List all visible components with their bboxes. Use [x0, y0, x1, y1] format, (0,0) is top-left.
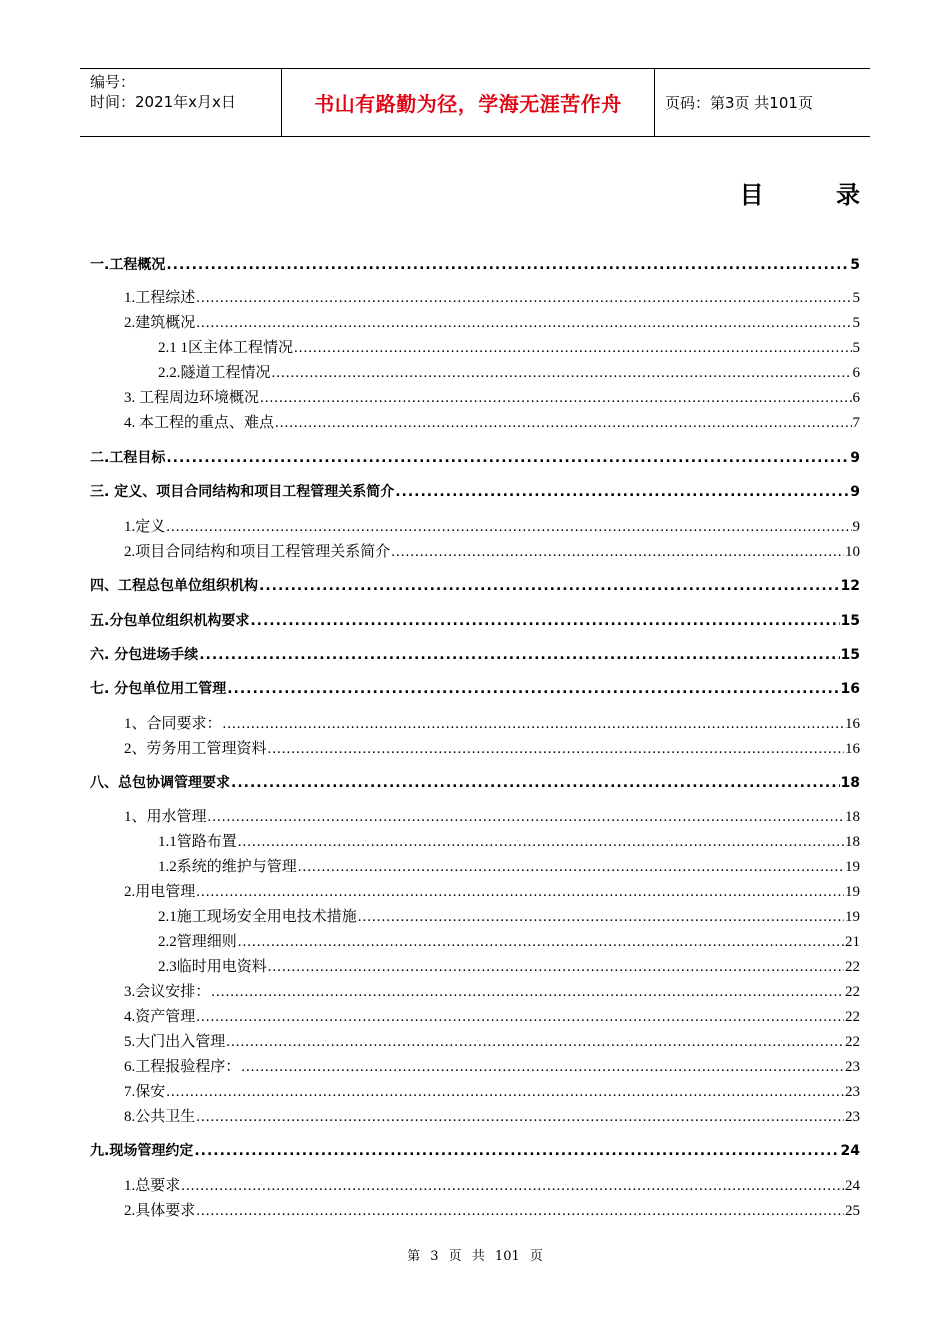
toc-entry-label: 3. 工程周边环境概况 [124, 390, 260, 406]
toc-leader-dots [391, 541, 844, 563]
toc-entry-page: 16 [845, 741, 860, 757]
toc-leader-dots [268, 956, 844, 978]
toc-leader-dots [238, 831, 844, 853]
toc-entry-label: 1.定义 [124, 519, 166, 535]
toc-leader-dots [298, 856, 844, 878]
toc-entry-label: 2.具体要求 [124, 1203, 196, 1219]
toc-leader-dots [275, 412, 851, 434]
toc-entry-label: 4. 本工程的重点、难点 [124, 415, 275, 431]
toc-leader-dots [272, 362, 852, 384]
toc-entry-page: 15 [840, 613, 860, 629]
toc-leader-dots [208, 806, 844, 828]
toc-entry-label: 8.公共卫生 [124, 1109, 196, 1125]
toc-entry-label: 四、工程总包单位组织机构 [90, 578, 258, 594]
toc-entry-label: 七. 分包单位用工管理 [90, 681, 227, 697]
header-page-info: 页码：第3页 共101页 [665, 94, 813, 112]
toc-entry-page: 5 [852, 315, 860, 331]
toc-leader-dots [259, 575, 840, 597]
toc-entry-label: 6.工程报验程序： [124, 1059, 241, 1075]
toc-entry-label: 1、用水管理 [124, 809, 207, 825]
toc-leader-dots [196, 881, 844, 903]
toc-entry[interactable] [158, 931, 860, 953]
toc-leader-dots [238, 931, 844, 953]
toc-entry-label: 九.现场管理约定 [90, 1143, 194, 1159]
toc-entry-page: 22 [845, 984, 860, 1000]
toc-entry[interactable] [124, 1031, 860, 1053]
toc-entry-label: 三. 定义、项目合同结构和项目工程管理关系简介 [90, 484, 395, 500]
toc-entry-page: 5 [850, 257, 860, 273]
toc-entry-label: 7.保安 [124, 1084, 166, 1100]
toc-entry[interactable] [90, 254, 860, 276]
toc-entry-label: 2.用电管理 [124, 884, 196, 900]
toc-leader-dots [211, 981, 844, 1003]
toc-entry-label: 2.项目合同结构和项目工程管理关系简介 [124, 544, 391, 560]
toc-entry[interactable] [158, 906, 860, 928]
toc-entry-page: 10 [845, 544, 860, 560]
toc-entry-page: 18 [845, 809, 860, 825]
toc-entry[interactable] [158, 362, 860, 384]
toc-entry[interactable] [90, 772, 860, 794]
toc-entry-label: 3.会议安排： [124, 984, 211, 1000]
toc-entry-page: 25 [845, 1203, 860, 1219]
toc-entry[interactable] [124, 387, 860, 409]
toc-entry[interactable] [124, 1056, 860, 1078]
toc-entry[interactable] [158, 956, 860, 978]
toc-entry-page: 24 [845, 1178, 860, 1194]
toc-entry-page: 9 [850, 450, 860, 466]
toc-leader-dots [199, 644, 839, 666]
toc-entry[interactable] [124, 1106, 860, 1128]
toc-entry[interactable] [158, 856, 860, 878]
toc-entry-label: 一.工程概况 [90, 257, 166, 273]
toc-entry[interactable] [90, 644, 860, 666]
toc-entry[interactable] [124, 738, 860, 760]
toc-entry-label: 2.2管理细则 [158, 934, 237, 950]
toc-leader-dots [196, 287, 851, 309]
toc-entry[interactable] [124, 806, 860, 828]
toc-leader-dots [268, 738, 844, 760]
toc-entry[interactable] [124, 1081, 860, 1103]
toc-entry-page: 22 [845, 1009, 860, 1025]
toc-entry[interactable] [90, 1140, 860, 1162]
toc-entry-page: 23 [845, 1084, 860, 1100]
toc-leader-dots [358, 906, 844, 928]
toc-entry-label: 2.2.隧道工程情况 [158, 365, 271, 381]
toc-entry-page: 16 [840, 681, 860, 697]
page-footer: 第 3 页 共 101 页 [407, 1249, 543, 1264]
toc-entry[interactable] [90, 610, 860, 632]
toc-entry[interactable] [124, 881, 860, 903]
toc-leader-dots [166, 447, 849, 469]
toc-entry-label: 五.分包单位组织机构要求 [90, 613, 250, 629]
toc-entry-label: 1.2系统的维护与管理 [158, 859, 297, 875]
toc-entry-label: 1.总要求 [124, 1178, 181, 1194]
toc-entry[interactable] [158, 831, 860, 853]
toc-entry-page: 6 [852, 365, 860, 381]
header-motto: 书山有路勤为径，学海无涯苦作舟 [282, 69, 655, 136]
toc-leader-dots [194, 1140, 839, 1162]
toc-entry-page: 22 [845, 959, 860, 975]
toc-entry-page: 24 [840, 1143, 860, 1159]
toc-leader-dots [226, 1031, 844, 1053]
toc-entry[interactable] [158, 337, 860, 359]
toc-entry-label: 2.3临时用电资料 [158, 959, 267, 975]
header-meta [80, 69, 282, 136]
toc-entry[interactable] [124, 981, 860, 1003]
toc-entry-page: 5 [852, 340, 860, 356]
toc-entry-label: 2、劳务用工管理资料 [124, 741, 267, 757]
toc-entry-label: 4.资产管理 [124, 1009, 196, 1025]
toc-entry-label: 2.建筑概况 [124, 315, 196, 331]
toc-entry-label: 1.1管路布置 [158, 834, 237, 850]
toc-entry-page: 7 [852, 415, 860, 431]
toc-entry-page: 19 [845, 909, 860, 925]
toc-entry-label: 2.1施工现场安全用电技术措施 [158, 909, 357, 925]
toc-entry-page: 16 [845, 716, 860, 732]
toc-entry[interactable] [124, 1200, 860, 1222]
toc-entry-label: 5.大门出入管理 [124, 1034, 226, 1050]
toc-entry-label: 六. 分包进场手续 [90, 647, 199, 663]
toc-entry-page: 19 [845, 859, 860, 875]
toc-entry-label: 1.工程综述 [124, 290, 196, 306]
toc-entry[interactable] [124, 516, 860, 538]
toc-entry-label: 二.工程目标 [90, 450, 166, 466]
toc-entry-page: 23 [845, 1109, 860, 1125]
toc-entry[interactable] [90, 678, 860, 700]
toc-entry-label: 2.1 1区主体工程情况 [158, 340, 294, 356]
toc-leader-dots [223, 713, 844, 735]
toc-leader-dots [395, 481, 849, 503]
toc-entry[interactable] [124, 1006, 860, 1028]
toc-entry[interactable] [124, 312, 860, 334]
toc-entry[interactable] [90, 575, 860, 597]
toc-entry-page: 21 [845, 934, 860, 950]
toc-leader-dots [166, 1081, 844, 1103]
toc-leader-dots [196, 1106, 844, 1128]
toc-entry-label: 八、总包协调管理要求 [90, 775, 230, 791]
page-title: 目 录 [739, 181, 892, 209]
toc-leader-dots [196, 1006, 844, 1028]
toc-entry-page: 15 [840, 647, 860, 663]
toc-entry-page: 18 [845, 834, 860, 850]
toc-entry[interactable] [124, 541, 860, 563]
toc-entry[interactable] [124, 713, 860, 735]
toc-leader-dots [166, 516, 851, 538]
toc-leader-dots [181, 1175, 844, 1197]
toc-leader-dots [166, 254, 849, 276]
toc-leader-dots [196, 312, 851, 334]
toc-leader-dots [241, 1056, 844, 1078]
code-label: 编号： [90, 73, 136, 91]
toc-leader-dots [294, 337, 851, 359]
toc-entry-page: 9 [850, 484, 860, 500]
toc-leader-dots [227, 678, 839, 700]
toc-entry[interactable] [124, 412, 860, 434]
toc-entry[interactable] [124, 287, 860, 309]
toc-entry-page: 22 [845, 1034, 860, 1050]
toc-entry-page: 6 [852, 390, 860, 406]
toc-entry-page: 5 [852, 290, 860, 306]
toc-entry[interactable] [90, 447, 860, 469]
toc-leader-dots [196, 1200, 844, 1222]
toc-entry-label: 1、合同要求： [124, 716, 222, 732]
toc-leader-dots [260, 387, 851, 409]
toc-entry[interactable] [90, 481, 860, 503]
toc-entry-page: 12 [840, 578, 860, 594]
toc-entry-page: 9 [852, 519, 860, 535]
toc-entry[interactable] [124, 1175, 860, 1197]
toc-entry-page: 18 [840, 775, 860, 791]
date-label: 时间：2021年x月x日 [90, 93, 236, 111]
toc-leader-dots [231, 772, 840, 794]
toc-leader-dots [250, 610, 839, 632]
page-header [80, 68, 870, 137]
toc-entry-page: 19 [845, 884, 860, 900]
toc-entry-page: 23 [845, 1059, 860, 1075]
